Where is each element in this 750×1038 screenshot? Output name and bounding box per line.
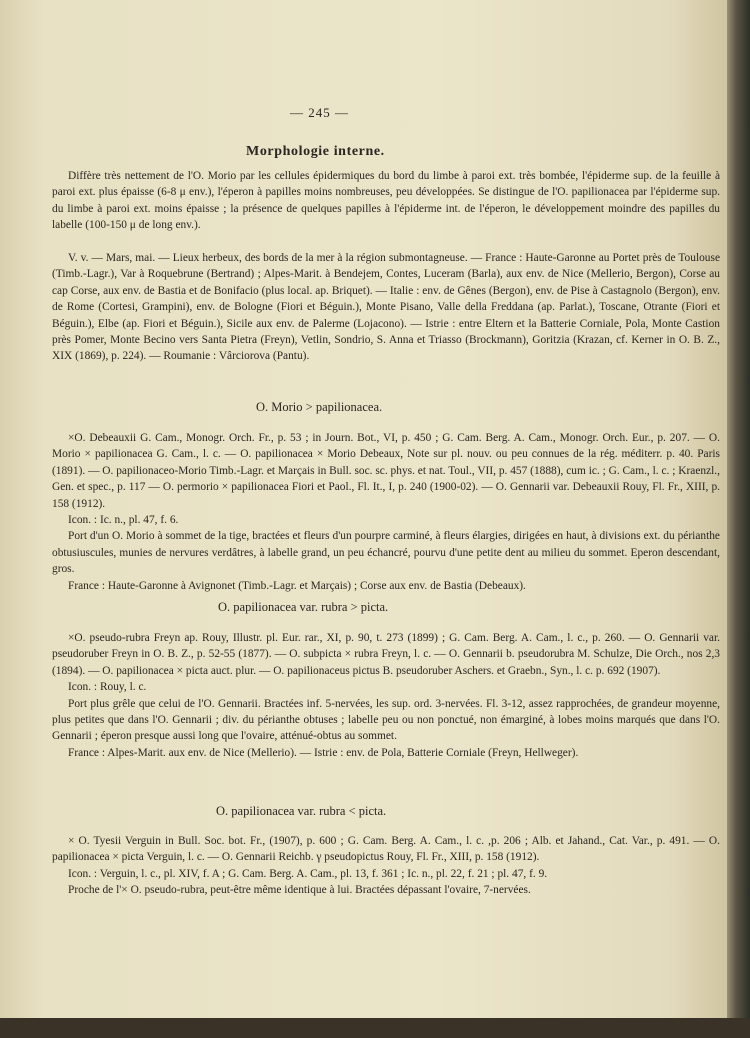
section2-heading: O. papilionacea var. rubra > picta. (218, 600, 389, 614)
page-bottom-shadow (0, 1018, 750, 1038)
section2-description: Port plus grêle que celui de l'O. Gennarii. Bractées inf. 5-nervées, les sup. ord. 3-nervées. Fl. 3-12, assez rapprochées, de grandeur moyenne, plus petites que dans l'O. Gennarii ; div. du périanthe obtuses ; labelle peu ou non ponctué, non émarginé, à lobes moins marqués que dans l'O. Gennarii ; éperon presque aussi long que l'ovaire, atténué-obtus au sommet. (52, 697, 720, 743)
section2-distribution: France : Alpes-Marit. aux env. de Nice (Mellerio). — Istrie : env. de Pola, Batterie Corniale (Freyn, Hellweger). (68, 746, 579, 759)
section2-synonymy: ×O. pseudo-rubra Freyn ap. Rouy, Illustr. pl. Eur. rar., XI, p. 90, t. 273 (1899) ; G. Cam. Berg. A. Cam., l. c., p. 260. — O. Gennarii var. pseudoruber Freyn in O. B. Z., p. 52-55 (1877). — O. subpicta × rubra Freyn, l. c. — O. Gennarii b. pseudorubra M. Schulze, Die Orch., nos 2,3 (1894). — O. papilionacea × picta auct. plur. — O. papilionaceus pictus B. pseudoruber Aschers. et Graebn., Syn., l. c. p. 692 (1907). (52, 632, 720, 677)
section2-block (52, 630, 720, 761)
section1-distribution: France : Haute-Garonne à Avignonet (Timb.-Lagr. et Marçais) ; Corse aux env. de Bastia (Debeaux). (68, 579, 526, 592)
section1-icon: Icon. : Ic. n., pl. 47, f. 6. (68, 514, 179, 527)
section1-synonymy: ×O. Debeauxii G. Cam., Monogr. Orch. Fr., p. 53 ; in Journ. Bot., VI, p. 450 ; G. Cam. Berg. A. Cam., Monogr. Orch. Eur., p. 207. — O. Morio × papilionacea G. Cam., l. c. — O. papilionacea × Morio Debeaux, Note sur pl. nouv. ou peu connues de la rég. méditerr. p. 40. Paris (1891). — O. papilionaceo-Morio Timb.-Lagr. et Marçais in Bull. soc. sc. phys. et nat. Toul., VII, p. 457 (1888), cum ic. ; G. Cam., l. c. ; Kraenzl., Gen. et spec., p. 117 — O. permorio × papilionacea Fiori et Paol., Fl. It., I, p. 240 (1900-02). — O. Gennarii var. Debeauxii Rouy, Fl. Fr., XIII, p. 158 (1912). (52, 432, 720, 510)
page-number: — 245 — (290, 105, 349, 120)
section3-synonymy: × O. Tyesii Verguin in Bull. Soc. bot. Fr., (1907), p. 600 ; G. Cam. Berg. A. Cam., l. c. ,p. 206 ; Alb. et Jahand., Cat. Var., p. 491. — O. papilionacea × picta Verguin, l. c. — O. Gennarii Reichb. γ pseudopictus Rouy, Fl. Fr., XIII, p. 158 (1912). (52, 835, 720, 864)
section1-heading: O. Morio > papilionacea. (256, 400, 383, 414)
section3-block (52, 833, 720, 899)
distribution-block (52, 250, 720, 365)
intro-paragraph: Diffère très nettement de l'O. Morio par les cellules épidermiques du bord du limbe à paroi ext. très bombée, l'épiderme sup. de la feuille à paroi ext. plus épaisse (6-8 μ env.), l'éperon à papilles moins nombreuses, peu développées. Se distingue de l'O. papilionacea par l'épiderme sup. du limbe à paroi ext. moins épaisse ; la présence de quelques papilles à l'épiderme int. de l'éperon, le développement moindre des papilles du labelle (100-150 μ de long env.). (52, 170, 720, 232)
page-edge (727, 0, 750, 1018)
section3-heading: O. papilionacea var. rubra < picta. (216, 804, 387, 818)
section3-description: Proche de l'× O. pseudo-rubra, peut-être même identique à lui. Bractées dépassant l'ovaire, 7-nervées. (68, 884, 531, 897)
section3-icon: Icon. : Verguin, l. c., pl. XIV, f. A ; G. Cam. Berg. A. Cam., pl. 13, f. 361 ; Ic. n., pl. 22, f. 21 ; pl. 47, f. 9. (68, 867, 548, 880)
section-title: Morphologie interne. (246, 144, 385, 159)
section1-description: Port d'un O. Morio à sommet de la tige, bractées et fleurs d'un pourpre carminé, à fleurs élargies, dirigées en haut, à divisions ext. du périanthe obtusiuscules, munies de nervures verdâtres, à labelle grand, un peu échancré, pourvu d'une petite dent au milieu du sommet. Eperon descendant, gros. (52, 530, 720, 576)
section1-block (52, 430, 720, 594)
distribution-paragraph: V. v. — Mars, mai. — Lieux herbeux, des bords de la mer à la région submontagneuse. — France : Haute-Garonne au Portet près de Toulouse (Timb.-Lagr.), Var à Roquebrune (Bertrand) ; Alpes-Marit. à Bendejem, Contes, Luceram (Barla), aux env. de Nice (Mellerio, Bergon), Corse au cap Corse, aux env. de Bastia et de Bonifacio (plus local. ap. Briquet). — Italie : env. de Gênes (Bergon), env. de Pise à Castagnolo (Bergon), env. de Rome (Cortesi, Grampini), env. de Bologne (Fiori et Béguin.), Monte Pisano, Valle della Freddana (ap. Parlat.), Toscane, Otrante (Fiori et Béguin.), Elbe (ap. Fiori et Béguin.), Sicile aux env. de Palerme (Lojacono). — Istrie : entre Eltern et la Batterie Corniale, Pola, Monte Castion près Pomer, Monte Becino vers Santa Pietra (Freyn), Vetlin, Sondrio, S. Anna et Triasso (Brockmann), Goritzia (Krazan, cf. Kerner in O. B. Z., XIX (1869), p. 224). — Roumanie : Vârciorova (Pantu). (52, 252, 720, 363)
intro-block (52, 168, 720, 234)
section2-icon: Icon. : Rouy, l. c. (68, 681, 147, 694)
